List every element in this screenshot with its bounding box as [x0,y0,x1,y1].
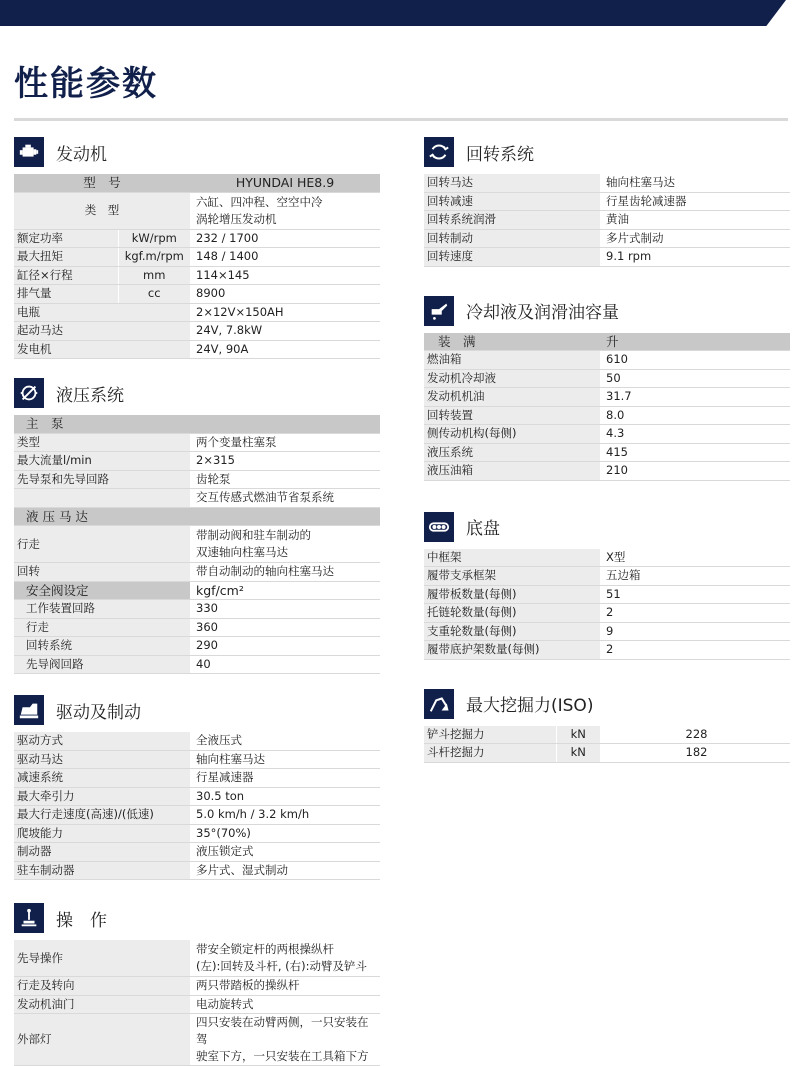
table-row: 减速系统 行星减速器 [14,769,380,788]
relief-valve-unit: kgf/cm² [190,581,380,600]
hydraulic-section-header [14,371,380,415]
chassis-section-title: 底盘 [466,519,500,539]
table-row: 回转马达 轴向柱塞马达 [424,174,790,192]
table-row: 最大牵引力 30.5 ton [14,787,380,806]
table-row: 爬坡能力 35°(70%) [14,824,380,843]
table-row: 类型 两个变量柱塞泵 [14,433,380,452]
operation-section-header [14,896,380,940]
chassis-section-header [424,505,790,549]
table-row: 驱动马达 轴向柱塞马达 [14,750,380,769]
table-row: 发动机油门 电动旋转式 [14,995,380,1014]
table-row: 液压系统 415 [424,443,790,462]
table-row: 液压油箱 210 [424,462,790,481]
model-label: 型 号 [14,174,190,192]
table-row: 外部灯 四只安装在动臂两侧，一只安装在驾 驶室下方，一只安装在工具箱下方 [14,1014,380,1066]
page-title: 性能参数 [14,64,158,104]
table-row [14,415,380,433]
table-row [14,581,380,600]
hydraulic-motor-header: 液 压 马 达 [14,507,380,526]
table-row: 回转系统润滑 黄油 [424,211,790,230]
table-row: 驱动方式 全液压式 [14,732,380,750]
hydraulic-spec-table [14,415,380,674]
table-row: 额定功率 kW/rpm 232 / 1700 [14,229,380,248]
table-row [14,192,380,229]
table-row: 回转制动 多片式制动 [424,229,790,248]
swing-spec-table [424,174,790,267]
table-row: 先导阀回路 40 [14,655,380,674]
capacity-header-unit: 升 [600,333,790,351]
crawler-track-icon [424,512,454,542]
table-row: 回转 带自动制动的轴向柱塞马达 [14,563,380,582]
relief-valve-header: 安全阀设定 [14,581,190,600]
table-row: 回转减速 行星齿轮减速器 [424,192,790,211]
table-row: 回转装置 8.0 [424,406,790,425]
digging-section-header [424,682,790,726]
operation-spec-table [14,940,380,1066]
drive-section-header [14,688,380,732]
drive-spec-table [14,732,380,880]
table-row: 最大行走速度(高速)/(低速) 5.0 km/h / 3.2 km/h [14,806,380,825]
table-row: 先导泵和先导回路 齿轮泵 [14,470,380,489]
table-row: 行走及转向 两只带踏板的操纵杆 [14,977,380,996]
swing-section-title: 回转系统 [466,144,534,165]
table-row: 回转系统 290 [14,637,380,656]
engine-icon [14,137,44,167]
table-row: 托链轮数量(每侧) 2 [424,604,790,623]
engine-section-title: 发动机 [56,144,107,165]
rotation-icon [424,137,454,167]
top-banner-bar [0,0,786,26]
main-pump-header: 主 泵 [14,415,380,433]
table-row: 驻车制动器 多片式、湿式制动 [14,861,380,880]
table-row: 工作装置回路 330 [14,600,380,619]
table-row: 燃油箱 610 [424,351,790,370]
table-row [14,507,380,526]
track-drive-icon [14,695,44,725]
capacity-header-label: 装 满 [424,333,600,351]
table-row [424,333,790,351]
capacity-section-header [424,289,790,333]
capacity-section-title: 冷却液及润滑油容量 [466,303,619,323]
table-row: 履带支承框架 五边箱 [424,567,790,586]
table-row: 发动机冷却液 50 [424,369,790,388]
table-row: 行走 360 [14,618,380,637]
table-row: 电瓶 2×12V×150AH [14,303,380,322]
table-row: 发动机机油 31.7 [424,388,790,407]
left-column [14,130,380,1066]
table-row: 铲斗挖掘力 kN 228 [424,726,790,744]
table-row: 交互传感式燃油节省泵系统 [14,489,380,508]
hydraulic-pump-icon [14,378,44,408]
table-row: 履带底护架数量(每侧) 2 [424,641,790,660]
engine-section-header [14,130,380,174]
drive-section-title: 驱动及制动 [56,702,141,723]
table-row: 侧传动机构(每侧) 4.3 [424,425,790,444]
oil-can-icon [424,296,454,326]
table-row: 起动马达 24V, 7.8kW [14,322,380,341]
table-row: 最大流量l/min 2×315 [14,452,380,471]
digging-section-title: 最大挖掘力(ISO) [466,696,594,716]
title-divider [14,118,788,121]
digging-spec-table [424,726,790,763]
model-value: HYUNDAI HE8.9 [190,174,380,192]
table-row: 先导操作 带安全锁定杆的两根操纵杆 (左):回转及斗杆, (右):动臂及铲斗 [14,940,380,977]
engine-spec-table [14,174,380,359]
joystick-icon [14,903,44,933]
table-row: 行走 带制动阀和驻车制动的 双速轴向柱塞马达 [14,526,380,563]
chassis-spec-table [424,549,790,660]
capacity-spec-table [424,333,790,481]
table-row: 斗杆挖掘力 kN 182 [424,744,790,763]
table-row: 缸径×行程 mm 114×145 [14,266,380,285]
operation-section-title: 操 作 [56,910,107,931]
swing-section-header [424,130,790,174]
table-row [14,174,380,192]
table-row: 发电机 24V, 90A [14,340,380,359]
table-row: 制动器 液压锁定式 [14,843,380,862]
excavator-arm-icon [424,689,454,719]
table-row: 排气量 cc 8900 [14,285,380,304]
table-row: 支重轮数量(每侧) 9 [424,622,790,641]
table-row: 履带板数量(每侧) 51 [424,585,790,604]
table-row: 中框架 X型 [424,549,790,567]
table-row: 回转速度 9.1 rpm [424,248,790,267]
hydraulic-section-title: 液压系统 [56,385,124,406]
right-column [424,130,790,763]
type-value: 六缸、四冲程、空空中冷 涡轮增压发动机 [190,192,380,229]
type-label: 类 型 [14,192,190,229]
table-row: 最大扭矩 kgf.m/rpm 148 / 1400 [14,248,380,267]
